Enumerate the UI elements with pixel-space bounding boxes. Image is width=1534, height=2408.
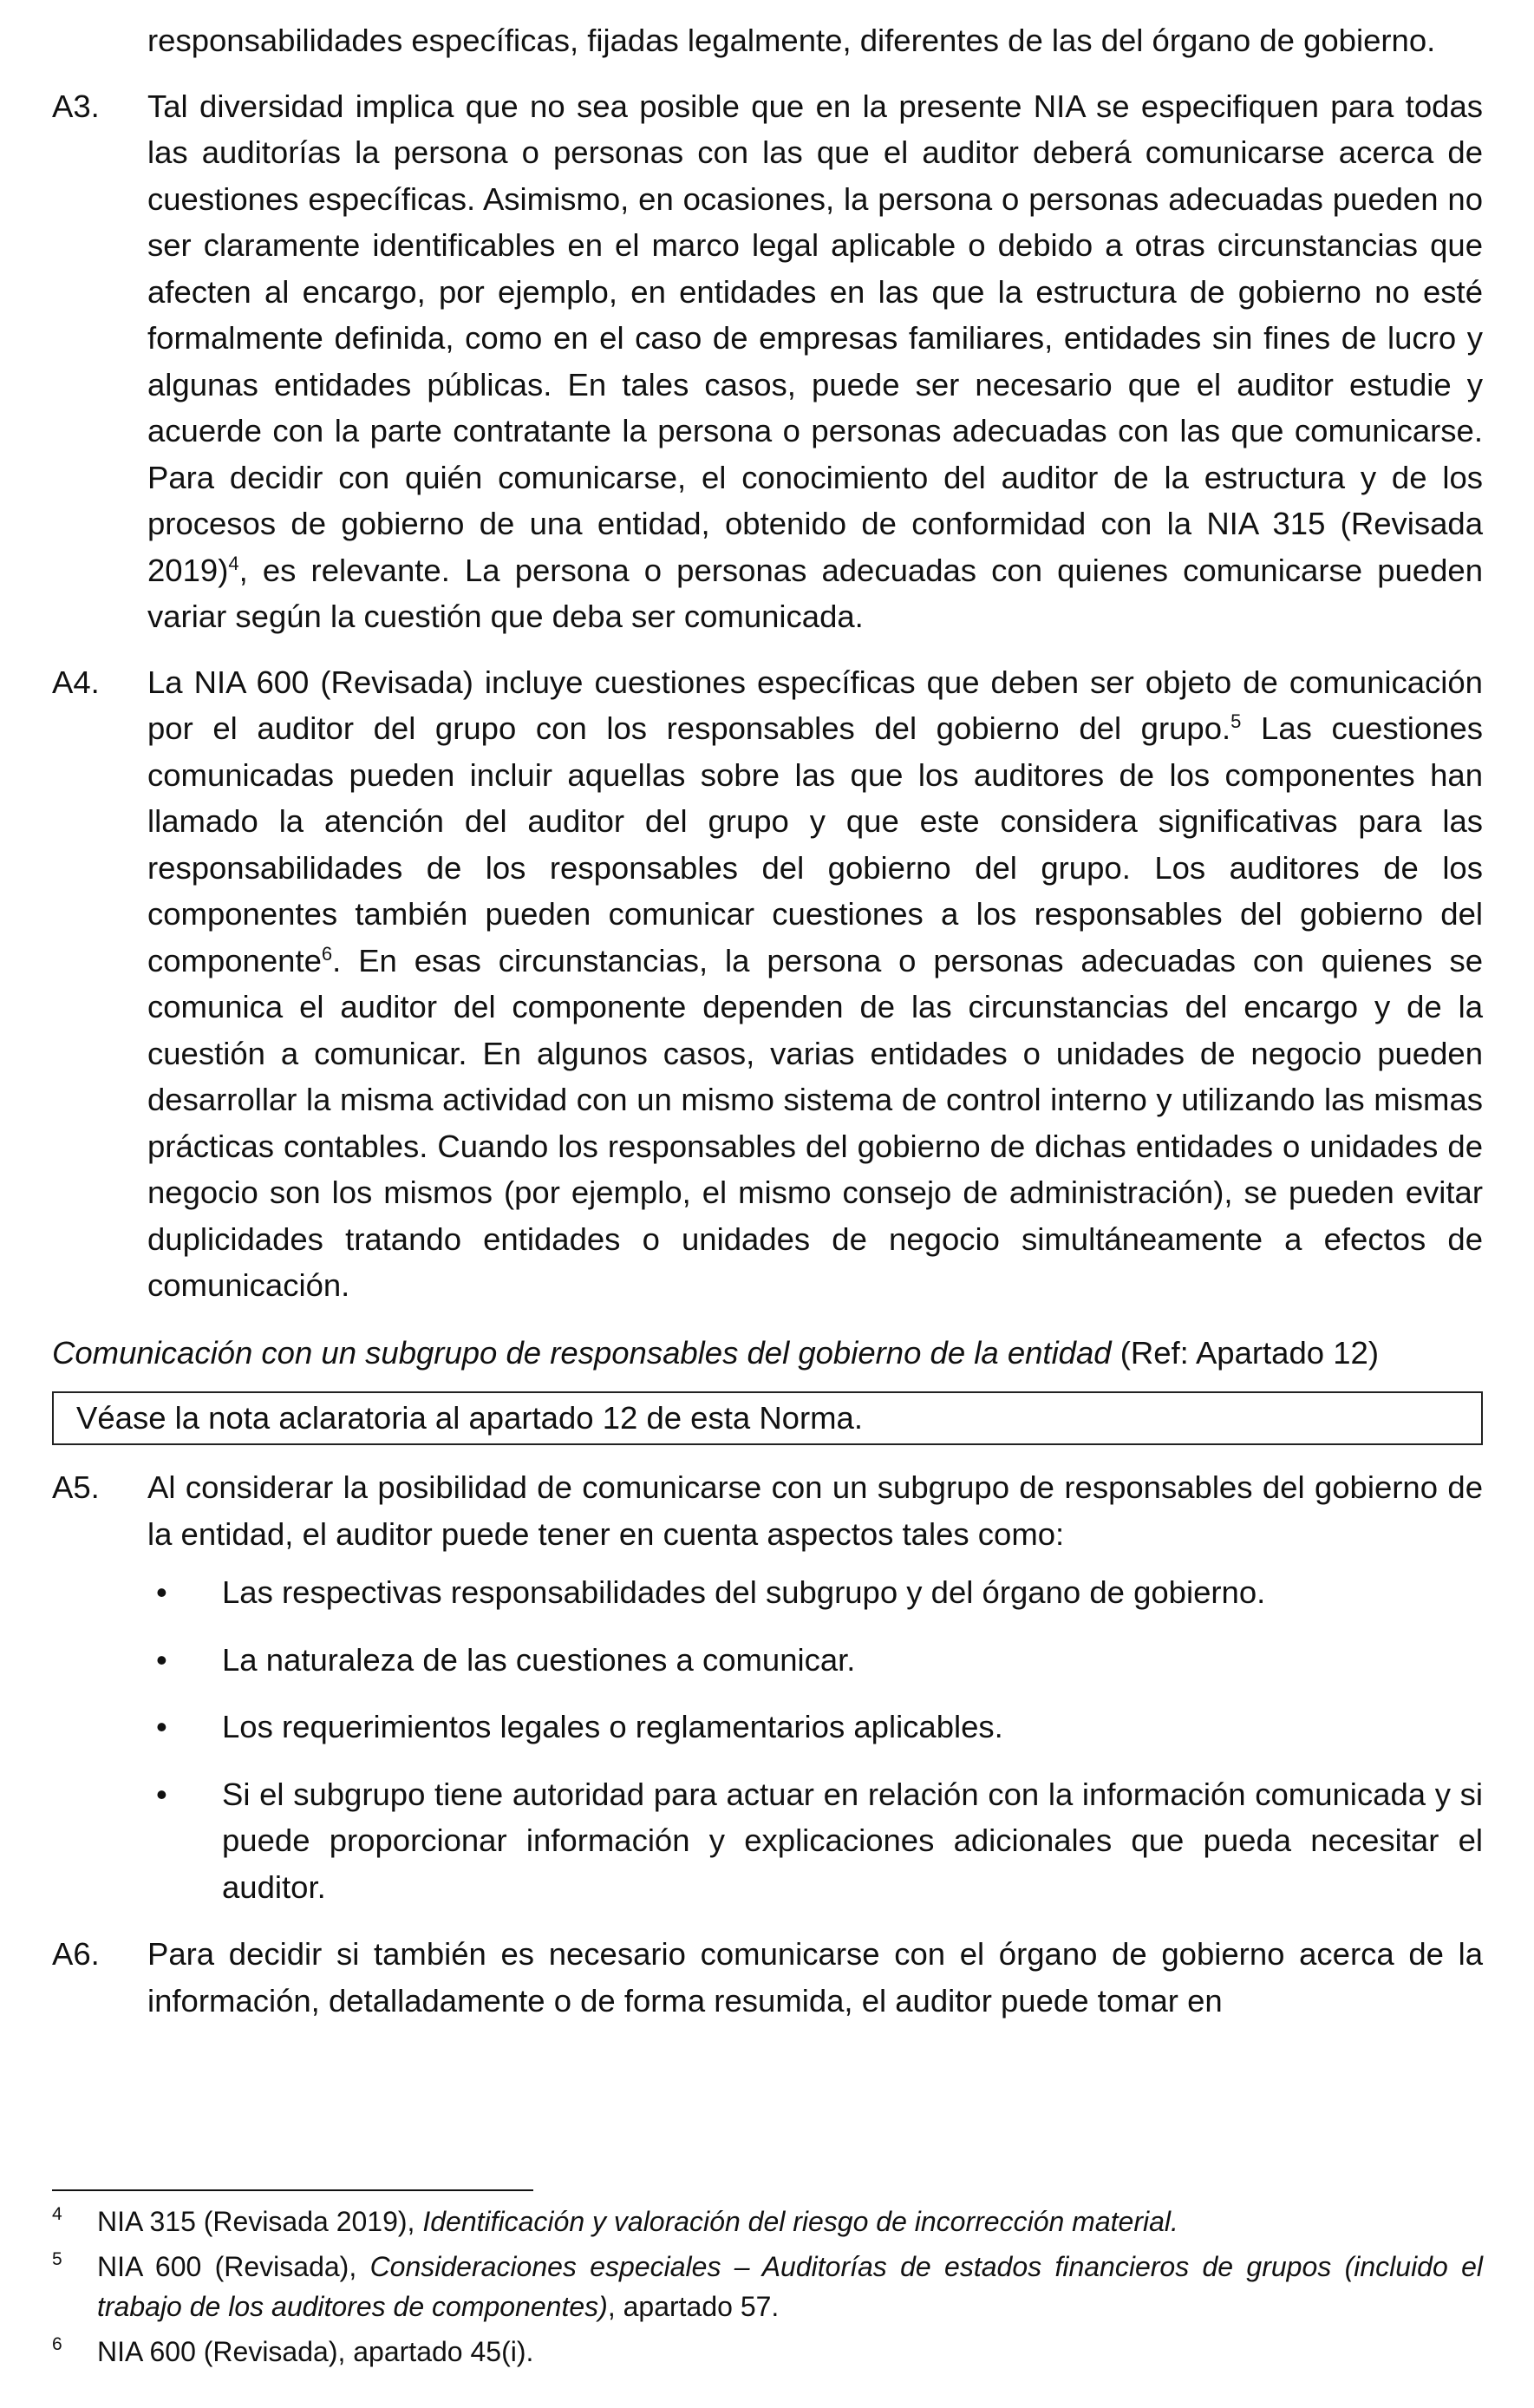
list-item-text: Las respectivas responsabilidades del subgrupo y del órgano de gobierno. — [222, 1574, 1266, 1610]
footnote-6 — [52, 2332, 1483, 2372]
paragraph-body — [147, 83, 1483, 640]
explanatory-note-box: Véase la nota aclaratoria al apartado 12 de esta Norma. — [52, 1391, 1483, 1445]
footnote-plain: NIA 315 (Revisada 2019), — [97, 2206, 423, 2237]
footnote-4 — [52, 2202, 1483, 2241]
footnote-number: 6 — [52, 2334, 62, 2354]
bullet-icon: • — [156, 1641, 167, 1678]
paragraph-text: , es relevante. La persona o personas adecuadas con quienes comunicarse pueden variar según la cuestión que deba ser comunicada. — [147, 552, 1483, 634]
paragraph-label: A6. — [52, 1936, 100, 1972]
list-item-text: La naturaleza de las cuestiones a comunicar. — [222, 1641, 856, 1678]
bullet-icon: • — [156, 1776, 167, 1812]
footnote-ref-6[interactable]: 6 — [321, 942, 333, 965]
footnote-ref-4[interactable]: 4 — [228, 552, 239, 574]
document-page — [52, 17, 1483, 2024]
footnote-text — [97, 2247, 1483, 2326]
list-item — [147, 1637, 1483, 1684]
section-heading-title: Comunicación con un subgrupo de responsables del gobierno de la entidad — [52, 1334, 1112, 1371]
footnote-plain: NIA 600 (Revisada), apartado 45(i). — [97, 2336, 534, 2367]
section-heading-ref: (Ref: Apartado 12) — [1111, 1334, 1379, 1371]
paragraph-text: . En esas circunstancias, la persona o personas adecuadas con quienes se comunica el auditor del componente dependen de las circunstancias del encargo y de la cuestión a comunicar. En algunos casos, varias entidades o unidades de negocio pueden desarrollar la misma actividad con un mismo sistema de control interno y utilizando las mismas prácticas contables. Cuando los responsables del gobierno de dichas entidades o unidades de negocio son los mismos (por ejemplo, el mismo consejo de administración), se pueden evitar duplicidades tratando entidades o unidades de negocio simultáneamente a efectos de comunicación. — [147, 942, 1483, 1303]
list-item-text: Si el subgrupo tiene autoridad para actuar en relación con la información comunicada y si puede proporcionar información y explicaciones adicionales que pueda necesitar el auditor. — [222, 1776, 1483, 1905]
paragraph-label: A4. — [52, 664, 100, 700]
paragraph-body: Para decidir si también es necesario comunicarse con el órgano de gobierno acerca de la información, detalladamente o de forma resumida, el auditor puede tomar en — [147, 1936, 1483, 2019]
paragraph-label: A3. — [52, 88, 100, 124]
footnote-plain: NIA 600 (Revisada), — [97, 2251, 370, 2282]
list-item — [147, 1704, 1483, 1750]
footnote-ref-5[interactable]: 5 — [1230, 710, 1242, 732]
paragraph-a3 — [52, 83, 1483, 640]
list-item-text: Los requerimientos legales o reglamentarios aplicables. — [222, 1709, 1003, 1744]
list-item — [147, 1771, 1483, 1911]
paragraph-body — [147, 659, 1483, 1309]
paragraph-text: La NIA 600 (Revisada) incluye cuestiones específicas que deben ser objeto de comunicación por el auditor del grupo con los responsables del gobierno del grupo. — [147, 664, 1483, 746]
paragraph-text: Las cuestiones comunicadas pueden incluir aquellas sobre las que los auditores de los componentes han llamado la atención del auditor del grupo y que este considera significativas para las responsabilidades de los responsables del gobierno del grupo. Los auditores de los componentes también pueden comunicar cuestiones a los responsables del gobierno del componente — [147, 710, 1483, 978]
footnote-text — [97, 2202, 1483, 2241]
section-heading — [52, 1330, 1483, 1377]
paragraph-text: Tal diversidad implica que no sea posible que en la presente NIA se especifiquen para todas las auditorías la persona o personas con las que el auditor deberá comunicarse acerca de cuestiones específicas. Asimismo, en ocasiones, la persona o personas adecuadas pueden no ser claramente identificables en el marco legal aplicable o debido a otras circunstancias que afecten al encargo, por ejemplo, en entidades en las que la estructura de gobierno no esté formalmente definida, como en el caso de empresas familiares, entidades sin fines de lucro y algunas entidades públicas. En tales casos, puede ser necesario que el auditor estudie y acuerde con la parte contratante la persona o personas adecuadas con las que comunicarse. Para decidir con quién comunicarse, el conocimiento del auditor de la estructura y de los procesos de gobierno de una entidad, obtenido de conformidad con la NIA 315 (Revisada 2019) — [147, 88, 1483, 588]
footnote-separator — [52, 2189, 533, 2191]
footnote-number: 4 — [52, 2204, 62, 2224]
footnote-5 — [52, 2247, 1483, 2326]
list-item — [147, 1569, 1483, 1616]
bullet-icon: • — [156, 1709, 167, 1744]
paragraph-label: A5. — [52, 1469, 100, 1505]
footnote-italic: Consideraciones especiales – Auditorías de estados financieros de grupos (incluido el trabajo de los auditores de componentes) — [97, 2251, 1484, 2322]
footnotes — [52, 2202, 1483, 2377]
footnote-tail: , apartado 57. — [607, 2291, 780, 2322]
footnote-italic: Identificación y valoración del riesgo de incorrección material. — [422, 2206, 1178, 2237]
footnote-number: 5 — [52, 2249, 62, 2269]
bullet-list — [147, 1569, 1483, 1910]
paragraph-a5 — [52, 1464, 1483, 1557]
paragraph-a4 — [52, 659, 1483, 1309]
footnote-text — [97, 2332, 1483, 2372]
paragraph-body: Al considerar la posibilidad de comunicarse con un subgrupo de responsables del gobierno de la entidad, el auditor puede tener en cuenta aspectos tales como: — [147, 1469, 1483, 1552]
paragraph-a6 — [52, 1931, 1483, 2024]
bullet-icon: • — [156, 1574, 167, 1610]
continuation-paragraph: responsabilidades específicas, fijadas legalmente, diferentes de las del órgano de gobierno. — [147, 23, 1436, 58]
